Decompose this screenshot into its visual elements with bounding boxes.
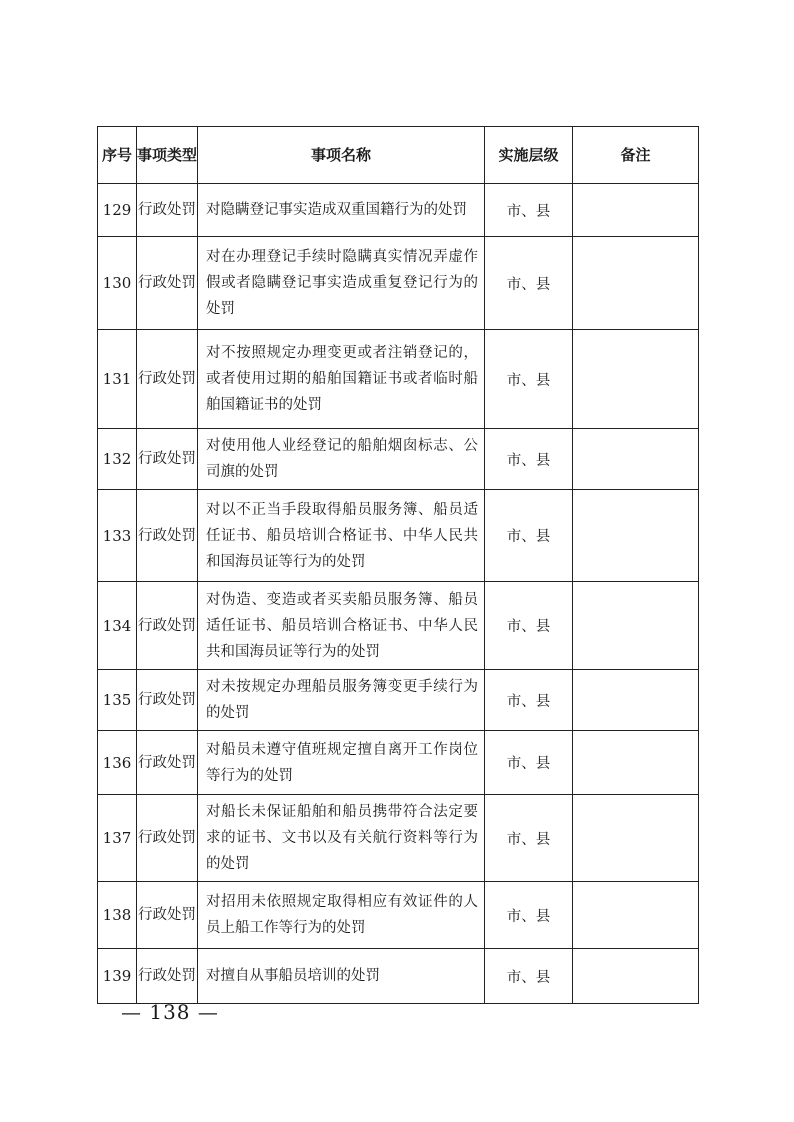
row-remark <box>573 490 699 582</box>
row-level: 市、县 <box>485 184 573 237</box>
row-number: 136 <box>98 731 137 795</box>
table-row <box>98 582 699 670</box>
table-row <box>98 490 699 582</box>
header-name: 事项名称 <box>198 127 485 184</box>
row-level: 市、县 <box>485 582 573 670</box>
row-type: 行政处罚 <box>137 429 198 490</box>
row-name: 对船员未遵守值班规定擅自离开工作岗位等行为的处罚 <box>198 731 485 795</box>
row-number: 132 <box>98 429 137 490</box>
header-level: 实施层级 <box>485 127 573 184</box>
row-number: 131 <box>98 330 137 429</box>
header-remark: 备注 <box>573 127 699 184</box>
row-type: 行政处罚 <box>137 949 198 1004</box>
row-name: 对船长未保证船舶和船员携带符合法定要求的证书、文书以及有关航行资料等行为的处罚 <box>198 795 485 882</box>
row-number: 135 <box>98 670 137 731</box>
row-type: 行政处罚 <box>137 330 198 429</box>
row-type: 行政处罚 <box>137 670 198 731</box>
row-name: 对擅自从事船员培训的处罚 <box>198 949 485 1004</box>
row-remark <box>573 949 699 1004</box>
row-name: 对使用他人业经登记的船舶烟囱标志、公司旗的处罚 <box>198 429 485 490</box>
row-level: 市、县 <box>485 882 573 949</box>
items-table <box>97 126 699 1004</box>
row-remark <box>573 731 699 795</box>
table-row <box>98 795 699 882</box>
row-type: 行政处罚 <box>137 882 198 949</box>
table-row <box>98 882 699 949</box>
row-number: 139 <box>98 949 137 1004</box>
row-level: 市、县 <box>485 795 573 882</box>
row-number: 137 <box>98 795 137 882</box>
row-remark <box>573 184 699 237</box>
table-header-row <box>98 127 699 184</box>
row-level: 市、县 <box>485 330 573 429</box>
row-type: 行政处罚 <box>137 490 198 582</box>
row-name: 对隐瞒登记事实造成双重国籍行为的处罚 <box>198 184 485 237</box>
row-name: 对在办理登记手续时隐瞒真实情况弄虚作假或者隐瞒登记事实造成重复登记行为的处罚 <box>198 237 485 330</box>
page-number: — 138 — <box>121 1000 219 1024</box>
row-name: 对以不正当手段取得船员服务簿、船员适任证书、船员培训合格证书、中华人民共和国海员证等行为的处罚 <box>198 490 485 582</box>
header-type: 事项类型 <box>137 127 198 184</box>
row-name: 对招用未依照规定取得相应有效证件的人员上船工作等行为的处罚 <box>198 882 485 949</box>
row-number: 129 <box>98 184 137 237</box>
row-type: 行政处罚 <box>137 731 198 795</box>
row-remark <box>573 582 699 670</box>
table-row <box>98 330 699 429</box>
row-remark <box>573 670 699 731</box>
table-row <box>98 237 699 330</box>
row-name: 对不按照规定办理变更或者注销登记的，或者使用过期的船舶国籍证书或者临时船舶国籍证书的处罚 <box>198 330 485 429</box>
row-type: 行政处罚 <box>137 184 198 237</box>
table-row <box>98 670 699 731</box>
table-row <box>98 731 699 795</box>
row-level: 市、县 <box>485 490 573 582</box>
row-number: 133 <box>98 490 137 582</box>
row-type: 行政处罚 <box>137 237 198 330</box>
row-name: 对未按规定办理船员服务簿变更手续行为的处罚 <box>198 670 485 731</box>
row-number: 134 <box>98 582 137 670</box>
table-row <box>98 184 699 237</box>
row-level: 市、县 <box>485 237 573 330</box>
row-level: 市、县 <box>485 949 573 1004</box>
row-name: 对伪造、变造或者买卖船员服务簿、船员适任证书、船员培训合格证书、中华人民共和国海员证等行为的处罚 <box>198 582 485 670</box>
table-row <box>98 949 699 1004</box>
row-type: 行政处罚 <box>137 795 198 882</box>
row-number: 138 <box>98 882 137 949</box>
row-level: 市、县 <box>485 731 573 795</box>
row-remark <box>573 882 699 949</box>
row-level: 市、县 <box>485 429 573 490</box>
row-level: 市、县 <box>485 670 573 731</box>
table-row <box>98 429 699 490</box>
row-number: 130 <box>98 237 137 330</box>
row-remark <box>573 429 699 490</box>
row-remark <box>573 795 699 882</box>
row-remark <box>573 330 699 429</box>
header-seq: 序号 <box>98 127 137 184</box>
row-remark <box>573 237 699 330</box>
row-type: 行政处罚 <box>137 582 198 670</box>
